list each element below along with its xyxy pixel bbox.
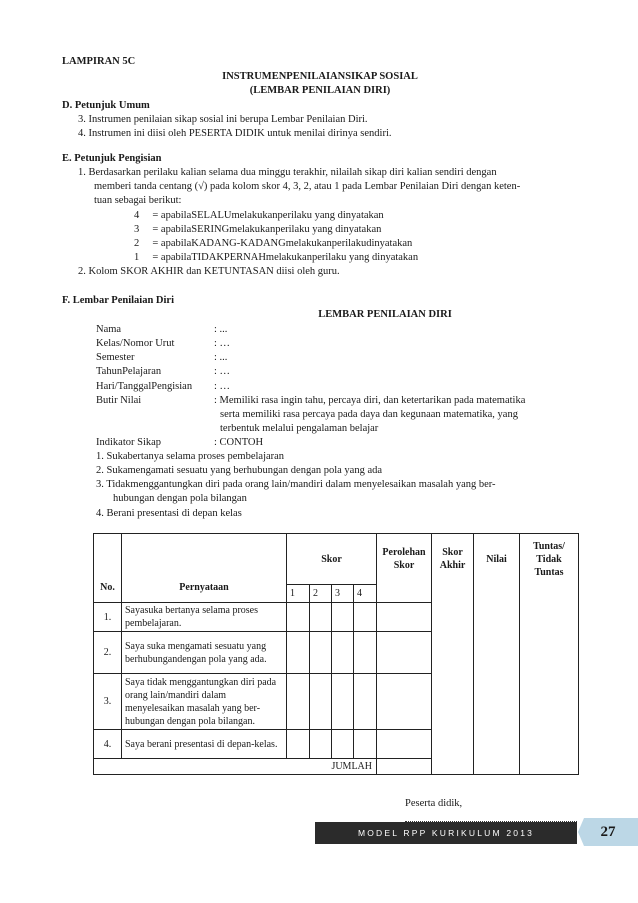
signature-label: Peserta didik,: [405, 798, 463, 809]
row-statement: Saya berani presentasi di depan-kelas.: [122, 730, 287, 759]
section-e-item1-cont: memberi tanda centang (√) pada kolom skor 4, 3, 2, atau 1 pada Lembar Penilaian Diri dengan keten-: [94, 181, 521, 192]
skor-cell[interactable]: [354, 674, 377, 730]
tuntas-spacer: [520, 585, 579, 603]
butir-nilai-value-cont: terbentuk melalui pengalaman belajar: [220, 423, 379, 434]
table-row: [94, 603, 579, 632]
indikator-label: Indikator Sikap: [96, 437, 162, 448]
skor-cell[interactable]: [332, 674, 354, 730]
header-skor: Skor: [287, 534, 377, 585]
lampiran-label: LAMPIRAN 5C: [62, 56, 136, 67]
indicator-item: 4. Berani presentasi di depan kelas: [96, 508, 242, 519]
indicator-item: 2. Sukamengamati sesuatu yang berhubungan dengan pola yang ada: [96, 465, 383, 476]
butir-nilai-value: : Memiliki rasa ingin tahu, percaya diri, dan ketertarikan pada matematika: [214, 395, 526, 406]
field-label-kelas: Kelas/Nomor Urut: [96, 338, 175, 349]
skor-cell[interactable]: [332, 730, 354, 759]
field-value-hari: : …: [214, 381, 231, 392]
row-number: 4.: [94, 730, 122, 759]
skor-cell[interactable]: [287, 632, 310, 674]
skor-cell[interactable]: [332, 632, 354, 674]
skor-cell[interactable]: [310, 730, 332, 759]
section-f-heading: F. Lembar Penilaian Diri: [62, 295, 175, 306]
indicator-item: 1. Sukabertanya selama proses pembelajaran: [96, 451, 285, 462]
field-label-hari: Hari/TanggalPengisian: [96, 381, 193, 392]
butir-nilai-label: Butir Nilai: [96, 395, 142, 406]
skor-col-1: 1: [287, 585, 310, 603]
scale-item: 3 = apabilaSERINGmelakukanperilaku yang dinyatakan: [134, 224, 382, 235]
scale-item: 2 = apabilaKADANG-KADANGmelakukanperilakudinyatakan: [134, 238, 413, 249]
skor-cell[interactable]: [310, 603, 332, 632]
scale-item: 1 = apabilaTIDAKPERNAHmelakukanperilaku yang dinyatakan: [134, 252, 419, 263]
skor-akhir-cell[interactable]: [432, 603, 474, 775]
perolehan-spacer: [377, 585, 432, 603]
header-skor-akhir: Skor Akhir: [432, 534, 474, 585]
jumlah-perolehan-cell[interactable]: [377, 759, 432, 775]
skor-cell[interactable]: [310, 674, 332, 730]
perolehan-cell[interactable]: [377, 603, 432, 632]
indicator-item-cont: hubungan dengan pola bilangan: [113, 493, 247, 504]
butir-nilai-value-cont: serta memiliki rasa percaya pada daya dan kegunaan matematika, yang: [220, 409, 518, 420]
document-subtitle: (LEMBAR PENILAIAN DIRI): [249, 85, 391, 96]
section-d-item: 3. Instrumen penilaian sikap sosial ini berupa Lembar Penilaian Diri.: [78, 114, 368, 125]
page-number: 27: [600, 824, 616, 840]
footer-title: MODEL RPP KURIKULUM 2013: [357, 828, 535, 838]
indicator-item: 3. Tidakmenggantungkan diri pada orang lain/mandiri dalam menyelesaikan masalah yang ber-: [96, 479, 496, 490]
field-value-tahun: : …: [214, 366, 231, 377]
perolehan-cell[interactable]: [377, 674, 432, 730]
field-label-semester: Semester: [96, 352, 135, 363]
section-f-subtitle: LEMBAR PENILAIAN DIRI: [318, 309, 452, 320]
field-value-semester: : ...: [214, 352, 228, 363]
skor-akhir-spacer: [432, 585, 474, 603]
skor-cell[interactable]: [354, 632, 377, 674]
header-perolehan-skor: Perolehan Skor: [377, 534, 432, 585]
nilai-cell[interactable]: [474, 603, 520, 775]
field-value-nama: : ...: [214, 324, 228, 335]
field-value-kelas: : …: [214, 338, 231, 349]
scale-item: 4 = apabilaSELALUmelakukanperilaku yang dinyatakan: [134, 210, 384, 221]
jumlah-label: JUMLAH: [94, 759, 377, 775]
row-number: 1.: [94, 603, 122, 632]
skor-cell[interactable]: [287, 730, 310, 759]
row-statement: Sayasuka bertanya selama proses pembelajaran.: [122, 603, 287, 632]
skor-cell[interactable]: [287, 603, 310, 632]
skor-cell[interactable]: [354, 730, 377, 759]
field-label-nama: Nama: [96, 324, 122, 335]
row-statement: Saya tidak menggantungkan diri pada orang lain/mandiri dalam menyelesaikan masalah yang ber-hubungan dengan pola bilangan.: [122, 674, 287, 730]
header-tuntas: Tuntas/ Tidak Tuntas: [520, 534, 579, 585]
section-e-heading: E. Petunjuk Pengisian: [62, 153, 162, 164]
nilai-spacer: [474, 585, 520, 603]
indikator-value: : CONTOH: [214, 437, 264, 448]
perolehan-cell[interactable]: [377, 632, 432, 674]
row-number: 2.: [94, 632, 122, 674]
section-e-item2: 2. Kolom SKOR AKHIR dan KETUNTASAN diisi oleh guru.: [78, 266, 340, 277]
perolehan-cell[interactable]: [377, 730, 432, 759]
skor-cell[interactable]: [354, 603, 377, 632]
skor-cell[interactable]: [310, 632, 332, 674]
self-assessment-table: [93, 533, 579, 775]
row-statement: Saya suka mengamati sesuatu yang berhubungandengan pola yang ada.: [122, 632, 287, 674]
skor-col-3: 3: [332, 585, 354, 603]
header-pernyataan: Pernyataan: [122, 534, 287, 603]
skor-col-4: 4: [354, 585, 377, 603]
tuntas-cell[interactable]: [520, 603, 579, 775]
section-e-item1: 1. Berdasarkan perilaku kalian selama dua minggu terakhir, nilailah sikap diri kalian sendiri dengan: [78, 167, 497, 178]
section-d-item: 4. Instrumen ini diisi oleh PESERTA DIDIK untuk menilai dirinya sendiri.: [78, 128, 392, 139]
skor-cell[interactable]: [287, 674, 310, 730]
header-nilai: Nilai: [474, 534, 520, 585]
header-no: No.: [94, 534, 122, 603]
table-header-row: [94, 534, 579, 585]
skor-cell[interactable]: [332, 603, 354, 632]
section-e-item1-cont: tuan sebagai berikut:: [94, 195, 182, 206]
skor-col-2: 2: [310, 585, 332, 603]
row-number: 3.: [94, 674, 122, 730]
section-d-heading: D. Petunjuk Umum: [62, 100, 150, 111]
field-label-tahun: TahunPelajaran: [96, 366, 162, 377]
document-title: INSTRUMENPENILAIANSIKAP SOSIAL: [222, 71, 418, 82]
